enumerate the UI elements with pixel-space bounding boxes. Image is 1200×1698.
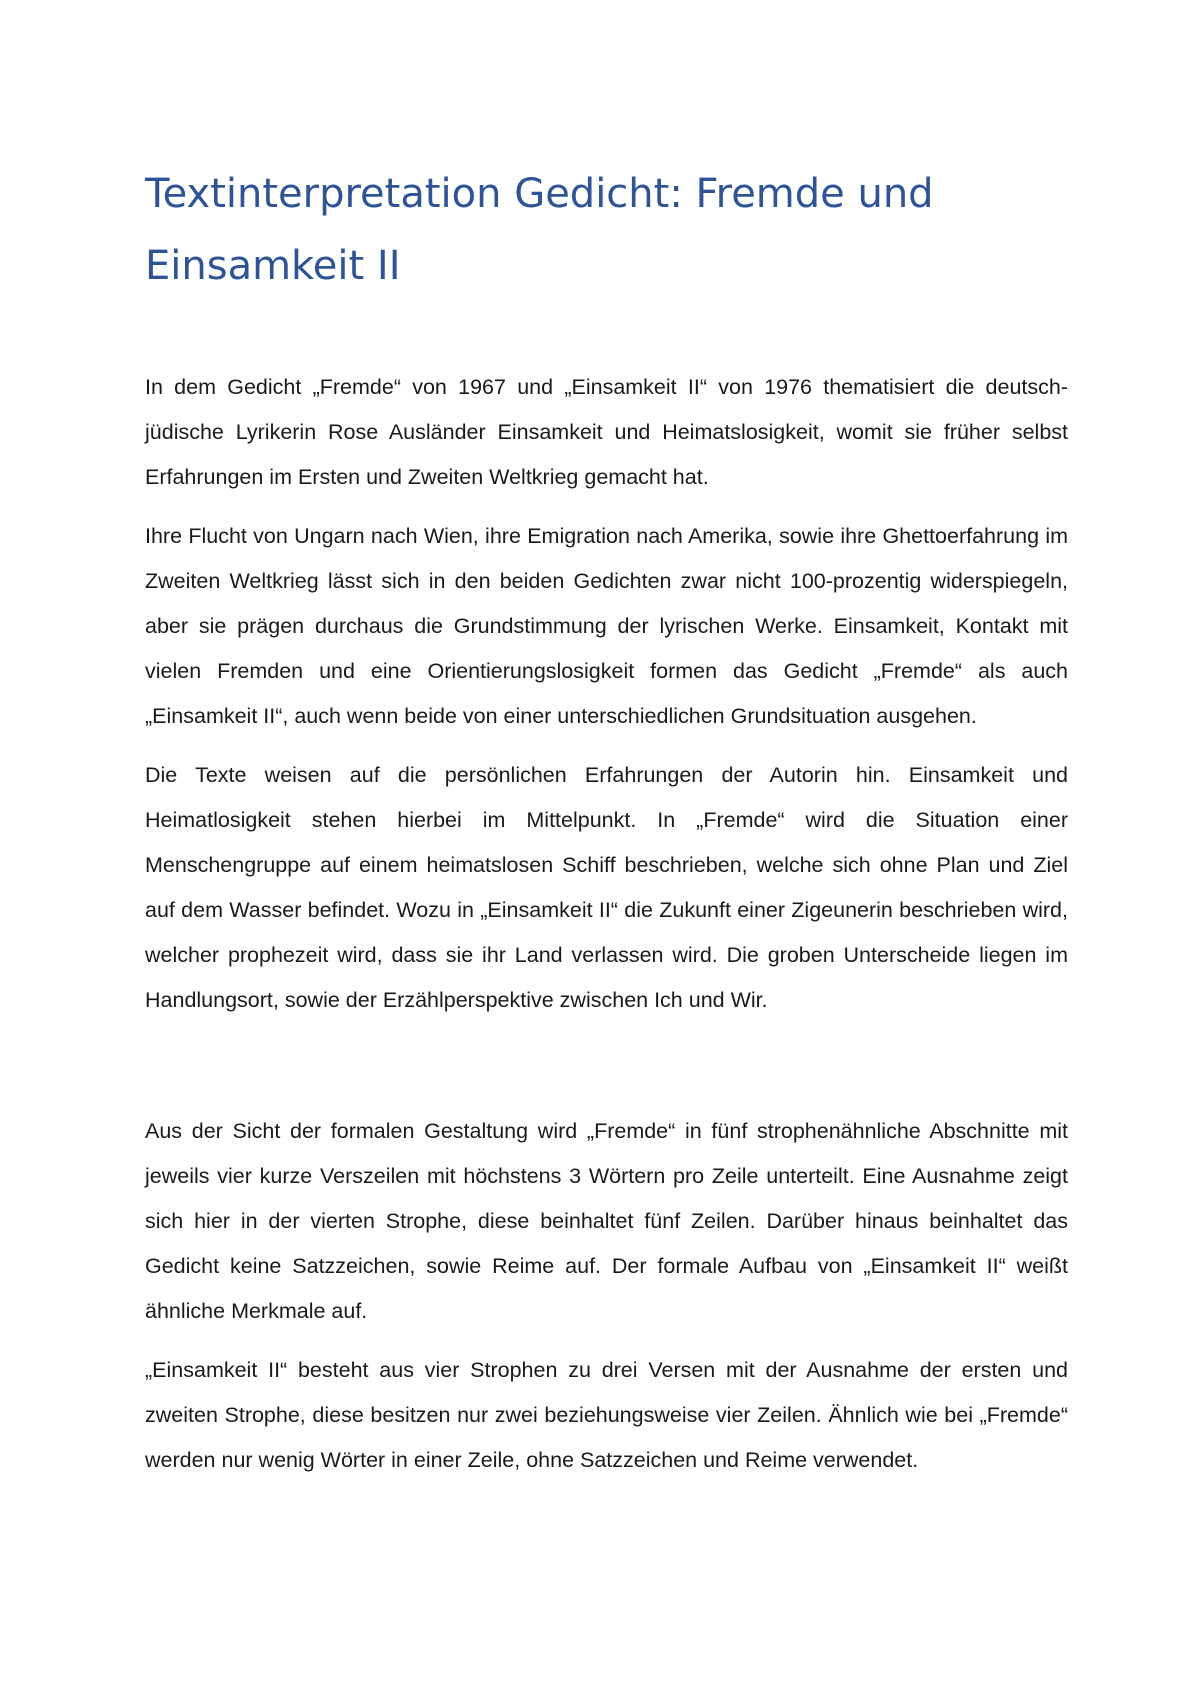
document-title: Textinterpretation Gedicht: Fremde und Einsamkeit II: [145, 171, 934, 289]
paragraph-content-comparison: Die Texte weisen auf die persönlichen Erfahrungen der Autorin hin. Einsamkeit und Heimatlosigkeit stehen hierbei im Mittelpunkt. In „Fremde“ wird die Situation einer Menschengruppe auf einem heimatslosen Schiff beschrieben, welche sich ohne Plan und Ziel auf dem Wasser befindet. Wozu in „Einsamkeit II“ die Zukunft einer Zigeunerin beschrieben wird, welcher prophezeit wird, dass sie ihr Land verlassen wird. Die groben Unterscheide liegen im Handlungsort, sowie der Erzählperspektive zwischen Ich und Wir.: [145, 763, 1068, 1012]
document-body: [145, 365, 1068, 1483]
paragraph-formal-structure: Aus der Sicht der formalen Gestaltung wird „Fremde“ in fünf strophenähnliche Abschnitte mit jeweils vier kurze Verszeilen mit höchstens 3 Wörtern pro Zeile unterteilt. Eine Ausnahme zeigt sich hier in der vierten Strophe, diese beinhaltet fünf Zeilen. Darüber hinaus beinhaltet das Gedicht keine Satzzeichen, sowie Reime auf. Der formale Aufbau von „Einsamkeit II“ weißt ähnliche Merkmale auf.: [145, 1119, 1068, 1323]
paragraph-introduction: In dem Gedicht „Fremde“ von 1967 und „Einsamkeit II“ von 1976 thematisiert die deutsch-jüdische Lyrikerin Rose Ausländer Einsamkeit und Heimatslosigkeit, womit sie früher selbst Erfahrungen im Ersten und Zweiten Weltkrieg gemacht hat.: [145, 375, 1068, 489]
paragraph-einsamkeit-structure: „Einsamkeit II“ besteht aus vier Strophen zu drei Versen mit der Ausnahme der ersten und zweiten Strophe, diese besitzen nur zwei beziehungsweise vier Zeilen. Ähnlich wie bei „Fremde“ werden nur wenig Wörter in einer Zeile, ohne Satzzeichen und Reime verwendet.: [145, 1358, 1068, 1472]
paragraph-spacer: [145, 1037, 1068, 1109]
paragraph-biography: Ihre Flucht von Ungarn nach Wien, ihre Emigration nach Amerika, sowie ihre Ghettoerfahrung im Zweiten Weltkrieg lässt sich in den beiden Gedichten zwar nicht 100-prozentig widerspiegeln, aber sie prägen durchaus die Grundstimmung der lyrischen Werke. Einsamkeit, Kontakt mit vielen Fremden und eine Orientierungslosigkeit formen das Gedicht „Fremde“ als auch „Einsamkeit II“, auch wenn beide von einer unterschiedlichen Grundsituation ausgehen.: [145, 524, 1068, 728]
